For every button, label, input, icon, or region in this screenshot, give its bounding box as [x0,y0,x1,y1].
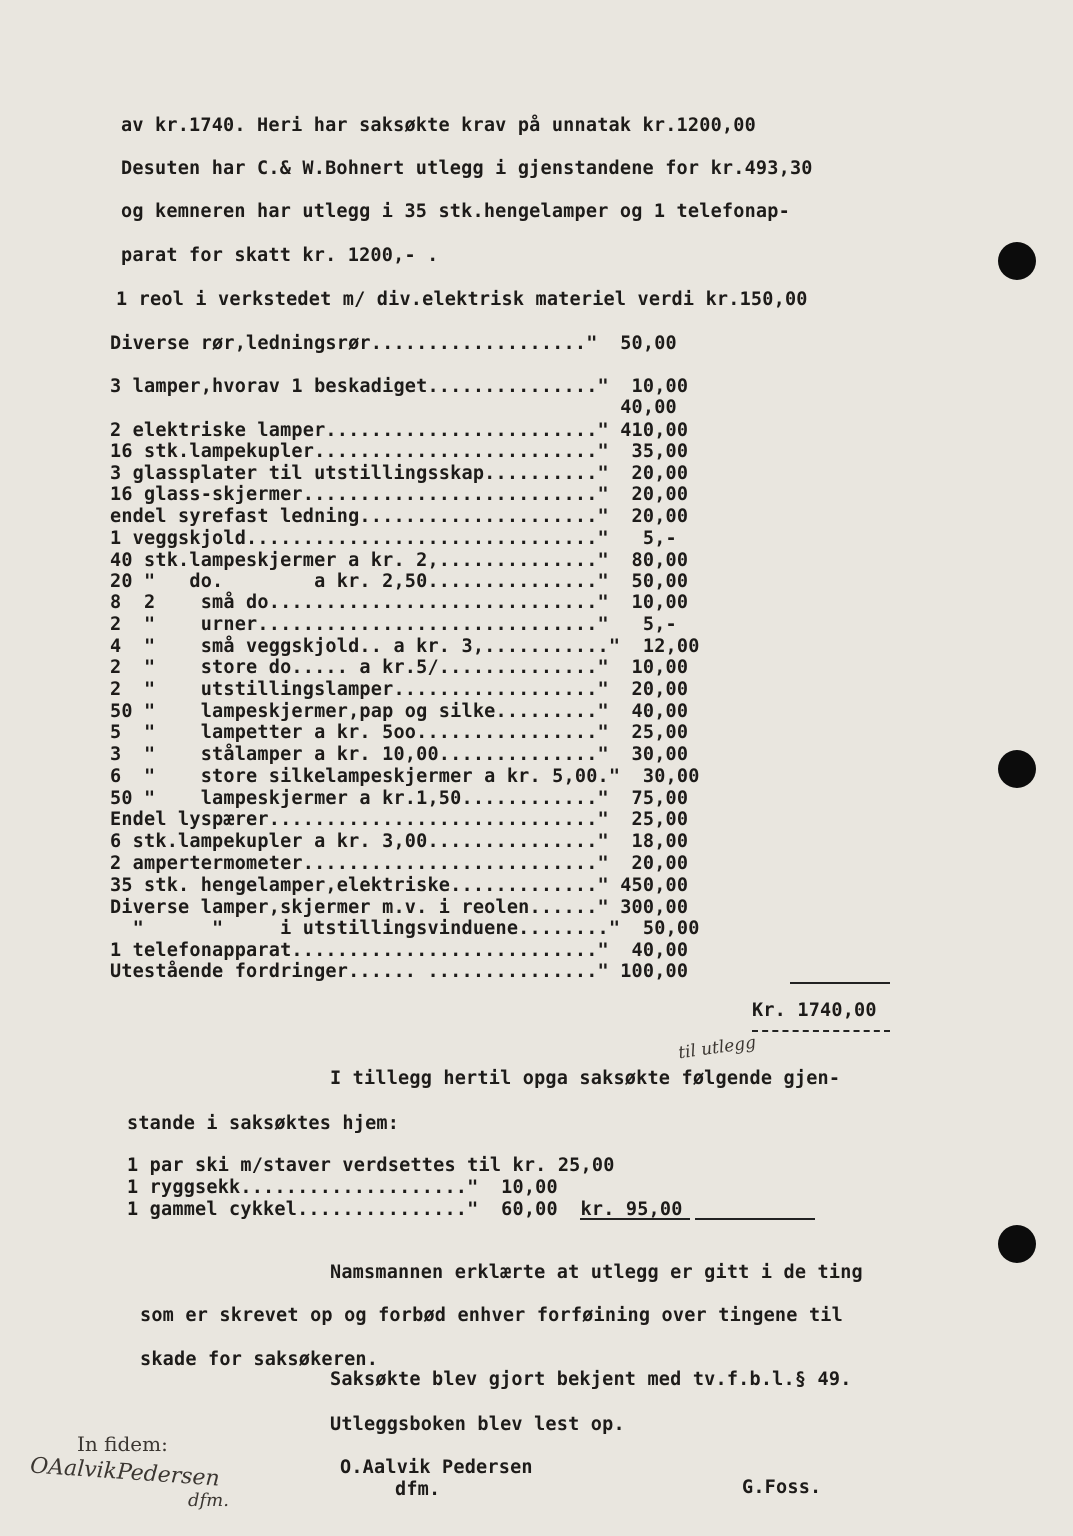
inventory-item: 1 reol i verkstedet m/ div.elektrisk materiel verdi kr.150,00 [116,289,808,310]
inventory-item: Endel lyspærer............................." 25,00 [110,809,689,830]
inventory-item: 16 glass-skjermer.........................." 20,00 [110,484,689,505]
inventory-item: 3 lamper,hvorav 1 beskadiget..............." 10,00 [110,376,689,397]
closing-line: Utleggsboken blev lest op. [330,1414,625,1435]
inventory-item: 3 glassplater til utstillingsskap.........." 20,00 [110,463,689,484]
witness-signature-sub: dfm. [188,1490,229,1511]
punch-hole-icon [998,1225,1036,1263]
signer-right: G.Foss. [742,1477,822,1498]
inventory-item: 2 " urner.............................." 5,- [110,614,677,635]
inventory-item: 35 stk. hengelamper,elektriske............." 450,00 [110,875,689,896]
witness-label: In fidem: [77,1432,168,1456]
inventory-item: Diverse lamper,skjermer m.v. i reolen......" 300,00 [110,897,689,918]
inventory-item: 1 telefonapparat..........................." 40,00 [110,940,689,961]
total-amount: Kr. 1740,00 [752,1000,877,1021]
closing-line: som er skrevet op og forbød enhver forføining over tingene til [140,1305,843,1326]
inventory-item: 6 " store silkelampeskjermer a kr. 5,00." 30,00 [110,766,700,787]
signer-name: O.Aalvik Pedersen [340,1457,533,1478]
home-total-rule [695,1218,815,1220]
inventory-item: 5 " lampetter a kr. 5oo................" 25,00 [110,722,689,743]
handwritten-insert: til utlegg [676,1032,758,1064]
header-line: og kemneren har utlegg i 35 stk.hengelamper og 1 telefonap- [121,201,790,222]
closing-line: Namsmannen erklærte at utlegg er gitt i de ting [330,1262,863,1283]
inventory-item: 20 " do. a kr. 2,50..............." 50,00 [110,571,689,592]
header-line: Desuten har C.& W.Bohnert utlegg i gjenstandene for kr.493,30 [121,158,813,179]
signer-title: dfm. [395,1479,441,1500]
inventory-item: 50 " lampeskjermer a kr.1,50............" 75,00 [110,788,689,809]
closing-line: Saksøkte blev gjort bekjent med tv.f.b.l.§ 49. [330,1369,852,1390]
inventory-item: 2 elektriske lamper........................" 410,00 [110,420,689,441]
addition-line: stande i saksøktes hjem: [127,1113,400,1134]
home-item: 1 par ski m/staver verdsettes til kr. 25,00 [127,1155,615,1176]
inventory-item: endel syrefast ledning....................." 20,00 [110,506,689,527]
inventory-item: 40 stk.lampeskjermer a kr. 2,.............." 80,00 [110,550,689,571]
inventory-item: 6 stk.lampekupler a kr. 3,00..............." 18,00 [110,831,689,852]
inventory-item: 1 veggskjold..............................." 5,- [110,528,677,549]
inventory-item: 16 stk.lampekupler........................." 35,00 [110,441,689,462]
inventory-item: 50 " lampeskjermer,pap og silke........." 40,00 [110,701,689,722]
inventory-item: 4 " små veggskjold.. a kr. 3,..........." 12,00 [110,636,700,657]
punch-hole-icon [998,242,1036,280]
home-item: 1 gammel cykkel..............." 60,00 kr. 95,00 [127,1199,683,1220]
header-line: parat for skatt kr. 1200,- . [121,245,439,266]
total-rule [790,982,890,984]
inventory-item: 8 2 små do............................." 10,00 [110,592,689,613]
total-double-rule [752,1030,890,1032]
inventory-item: Diverse rør,ledningsrør..................." 50,00 [110,333,677,354]
inventory-item: Utestående fordringer...... ..............." 100,00 [110,961,689,982]
closing-line: skade for saksøkeren. [140,1349,379,1370]
inventory-item: 40,00 [110,397,677,418]
inventory-item: 3 " stålamper a kr. 10,00.............." 30,00 [110,744,689,765]
home-subtotal-rule [580,1218,690,1220]
header-line: av kr.1740. Heri har saksøkte krav på unnatak kr.1200,00 [121,115,756,136]
inventory-item: " " i utstillingsvinduene........" 50,00 [110,918,700,939]
addition-line: I tillegg hertil opga saksøkte følgende gjen- [330,1068,841,1089]
inventory-item: 2 " utstillingslamper.................." 20,00 [110,679,689,700]
inventory-item: 2 ampertermometer.........................." 20,00 [110,853,689,874]
inventory-item: 2 " store do..... a kr.5/.............." 10,00 [110,657,689,678]
home-item: 1 ryggsekk...................." 10,00 [127,1177,558,1198]
witness-signature: OAalvikPedersen [29,1453,221,1492]
punch-hole-icon [998,750,1036,788]
